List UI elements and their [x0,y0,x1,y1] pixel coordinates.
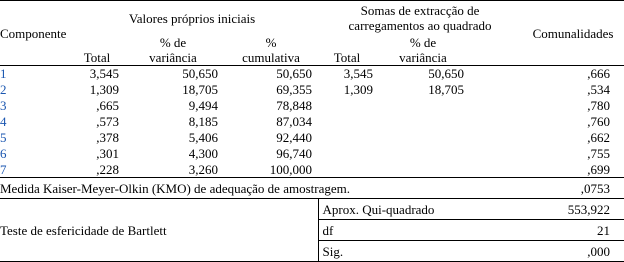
eigen-pct-cumulative: 100,000 [224,162,318,178]
extraction-pct-variance [376,146,470,162]
component-number: 5 [0,130,7,145]
header-pct-variancia-2-line1: % de [409,35,437,50]
header-pct-variancia-1-line1: % de [159,35,187,50]
extraction-pct-variance [376,98,470,114]
eigen-pct-cumulative: 50,650 [276,66,312,82]
extraction-total [318,130,376,146]
eigen-total: 3,545 [89,66,119,82]
table-row [0,114,624,130]
communality: ,534 [587,82,611,97]
table-row [0,146,624,162]
header-pct-cumulativa-line2: cumulativa [242,50,300,65]
extraction-pct-variance: 50,650 [428,66,464,82]
component-number: 6 [0,146,7,161]
kmo-value: ,0753 [522,178,624,199]
extraction-pct-variance [376,114,470,130]
bartlett-label: Teste de esfericidade de Bartlett [0,199,318,262]
communality: ,666 [587,66,611,82]
component-number: 2 [0,82,7,97]
header-somas-line1: Somas de extracção de [360,3,480,18]
extraction-total: 3,545 [343,66,373,82]
table-row [0,162,624,178]
table-row [0,98,624,114]
header-comunalidades: Comunalidades [522,1,624,66]
kmo-row [0,178,624,199]
header-pct-variancia-1-line2: variância [149,50,197,65]
header-valores-proprios: Valores próprios iniciais [66,1,318,36]
bartlett-row [0,199,624,220]
eigen-pct-cumulative: 96,740 [276,146,312,161]
header-total-2: Total [318,35,376,66]
bartlett-item-label: df [318,220,522,241]
eigen-total: ,378 [96,130,119,145]
table-row [0,130,624,146]
header-somas-line2: carregamentos ao quadrado [348,18,492,33]
kmo-label: Medida Kaiser-Meyer-Olkin (KMO) de adequação de amostragem. [0,178,522,199]
header-row-top [0,1,624,36]
communality: ,760 [587,114,611,129]
eigen-total: 1,309 [89,82,119,97]
eigen-pct-cumulative: 78,848 [276,98,312,113]
eigen-pct-cumulative: 69,355 [276,82,312,97]
communality: ,662 [587,130,611,145]
extraction-pct-variance: 18,705 [428,82,464,97]
extraction-total [318,146,376,162]
component-number: 1 [0,66,7,82]
table-row [0,82,624,98]
communality: ,780 [587,98,611,113]
component-number: 4 [0,114,7,129]
eigen-pct-variance: 5,406 [188,130,218,145]
table-row [0,66,624,82]
eigen-pct-variance: 50,650 [182,66,218,82]
eigen-pct-variance: 8,185 [188,114,218,129]
extraction-total: 1,309 [343,82,373,97]
extraction-pct-variance [376,130,470,146]
eigen-pct-cumulative: 92,440 [276,130,312,145]
header-pct-variancia-2 [376,35,470,66]
header-pct-variancia-2-line2: variância [399,50,447,65]
eigen-pct-cumulative: 87,034 [276,114,312,129]
eigen-pct-variance: 18,705 [182,82,218,97]
eigen-total: ,573 [96,114,119,129]
header-total-1: Total [66,35,122,66]
header-somas-extraccao [318,1,522,36]
eigen-pct-variance: 3,260 [122,162,224,178]
header-componente: Componente [0,1,66,66]
header-pct-cumulativa-line1: % [265,35,277,50]
component-number: 7 [0,162,66,178]
communality: ,699 [522,162,624,178]
bartlett-item-value: 553,922 [522,199,624,220]
component-number: 3 [0,98,7,113]
header-empty [470,35,522,66]
eigen-total: ,228 [66,162,122,178]
eigen-total: ,665 [96,98,119,113]
eigen-pct-variance: 9,494 [188,98,218,113]
bartlett-item-value: 21 [522,220,624,241]
extraction-total [318,162,376,178]
bartlett-item-value: ,000 [522,241,624,262]
bartlett-item-label: Sig. [318,241,522,262]
eigen-pct-variance: 4,300 [188,146,218,161]
eigen-total: ,301 [96,146,119,161]
bartlett-item-label: Aprox. Qui-quadrado [318,199,522,220]
communality: ,755 [587,146,611,161]
header-pct-cumulativa [224,35,318,66]
extraction-total [318,114,376,130]
header-pct-variancia-1 [122,35,224,66]
extraction-total [318,98,376,114]
extraction-pct-variance [376,162,470,178]
